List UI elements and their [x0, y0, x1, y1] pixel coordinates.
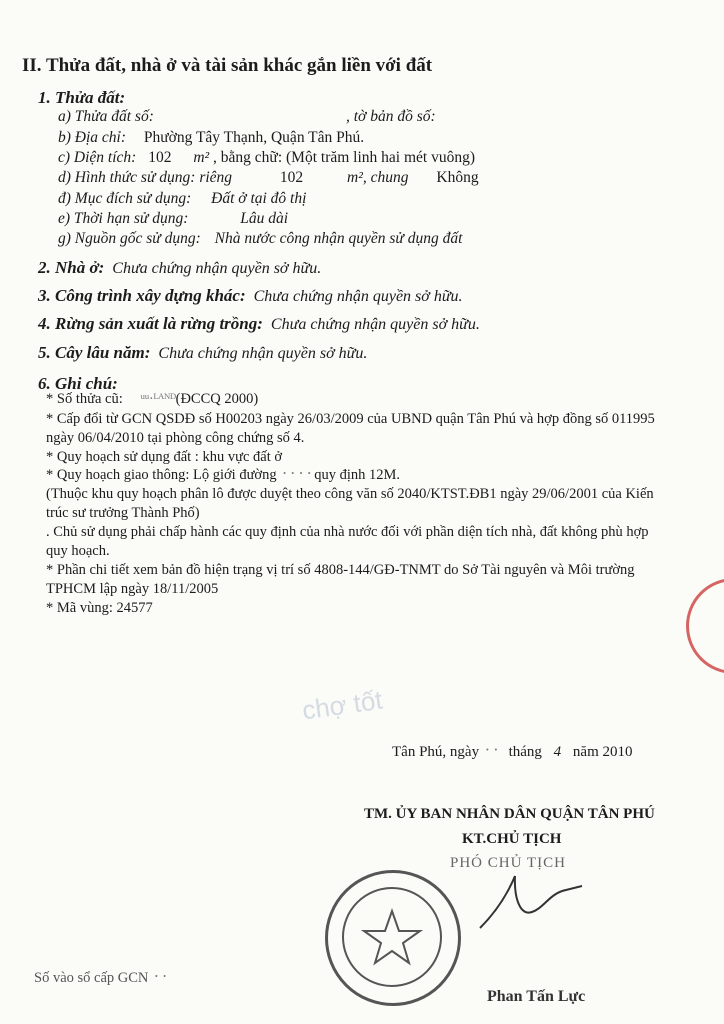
- note-old-parcel-label: * Số thửa cũ:: [46, 391, 123, 407]
- house-heading: 2. Nhà ở:: [38, 258, 105, 277]
- note-traffic-planning: [46, 467, 400, 484]
- red-stamp: [686, 578, 724, 674]
- official-seal-inner: [342, 887, 442, 987]
- register-redacted: ᛫᛫: [152, 970, 169, 986]
- common-value: Không: [436, 169, 479, 186]
- private-area-value: 102: [279, 169, 304, 186]
- year-label: năm: [572, 744, 599, 760]
- construction-row: [38, 286, 463, 306]
- land-number-label: a) Thửa đất số:: [58, 108, 154, 125]
- note-land-planning: * Quy hoạch sử dụng đất : khu vực đất ở: [46, 449, 283, 465]
- land-heading: 1. Thửa đất:: [38, 88, 126, 107]
- address-value: Phường Tây Thạnh, Quận Tân Phú.: [143, 129, 365, 146]
- origin-value: Nhà nước công nhận quyền sử dụng đất: [214, 230, 463, 247]
- note-old-parcel-redacted: ᵘᵘ·ᴸᴬᴺᴰ: [140, 391, 176, 407]
- note-subdivision-line2: trúc sư trưởng Thành Phố): [46, 505, 200, 521]
- area-label: c) Diện tích:: [58, 149, 137, 166]
- construction-text: Chưa chứng nhận quyền sở hữu.: [253, 288, 463, 305]
- register-label: Số vào sổ cấp GCN: [34, 970, 149, 986]
- purpose-value: Đất ở tại đô thị: [211, 190, 307, 207]
- usage-form-row: [58, 169, 479, 187]
- common-label: m², chung: [347, 169, 409, 186]
- signer-name: Phan Tấn Lực: [487, 988, 586, 1005]
- note-subdivision-line1: (Thuộc khu quy hoạch phân lô được duyệt theo công văn số 2040/KTST.ĐB1 ngày 29/06/2001 của Kiến: [46, 486, 654, 502]
- note-map-line2: TPHCM lập ngày 18/11/2005: [46, 581, 219, 597]
- note-traffic-text: * Quy hoạch giao thông: Lộ giới đường: [46, 467, 277, 483]
- house-text: Chưa chứng nhận quyền sở hữu.: [112, 260, 322, 277]
- origin-row: [58, 230, 462, 248]
- place-date-row: [392, 744, 632, 761]
- area-unit: m²: [193, 149, 210, 166]
- org-title: TM. ỦY BAN NHÂN DÂN QUẬN TÂN PHÚ: [364, 806, 655, 822]
- place-date-label: Tân Phú, ngày: [392, 744, 480, 760]
- address-row: [58, 129, 364, 147]
- term-row: [58, 210, 288, 228]
- area-row: [58, 149, 475, 167]
- forest-text: Chưa chứng nhận quyền sở hữu.: [270, 316, 480, 333]
- forest-row: [38, 314, 480, 334]
- note-region-code: * Mã vùng: 24577: [46, 600, 153, 616]
- trees-row: [38, 343, 367, 363]
- note-traffic-tail: quy định 12M.: [314, 467, 401, 483]
- handwritten-signature: [470, 868, 590, 938]
- note-traffic-redacted: ᛫᛫᛫᛫: [280, 467, 314, 483]
- year-value: 2010: [602, 744, 633, 760]
- trees-text: Chưa chứng nhận quyền sở hữu.: [158, 345, 368, 362]
- notes-heading: 6. Ghi chú:: [38, 374, 118, 393]
- map-sheet-label: , tờ bản đồ số:: [346, 108, 436, 125]
- usage-form-label: d) Hình thức sử dụng: riêng: [58, 169, 233, 186]
- term-value: Lâu dài: [240, 210, 289, 227]
- house-row: [38, 258, 321, 278]
- note-compliance-line2: quy hoạch.: [46, 543, 110, 559]
- official-seal: [325, 870, 461, 1006]
- role-kt-chairman: KT.CHỦ TỊCH: [462, 831, 562, 847]
- note-map-line1: * Phần chi tiết xem bản đồ hiện trạng vị trí số 4808-144/GĐ-TNMT do Sở Tài nguyên và Môi trường: [46, 562, 635, 578]
- area-value: 102: [148, 149, 172, 166]
- watermark-text: chợ tốt: [300, 684, 385, 726]
- forest-heading: 4. Rừng sản xuất là rừng trồng:: [38, 314, 263, 333]
- note-compliance-line1: . Chủ sử dụng phải chấp hành các quy định của nhà nước đối với phần diện tích nhà, đất không phù hợp: [46, 524, 649, 540]
- note-old-parcel-value: (ĐCCQ 2000): [175, 391, 259, 407]
- map-sheet-row: [346, 108, 436, 126]
- section-title: II. Thửa đất, nhà ở và tài sản khác gắn liền với đất: [22, 55, 433, 76]
- emblem-star-icon: [344, 889, 440, 985]
- role-vice-chairman: PHÓ CHỦ TỊCH: [450, 855, 566, 871]
- construction-heading: 3. Công trình xây dựng khác:: [38, 286, 246, 305]
- note-old-parcel: [46, 391, 258, 408]
- area-in-words: , bằng chữ: (Một trăm linh hai mét vuông): [213, 149, 475, 166]
- origin-label: g) Nguồn gốc sử dụng:: [58, 230, 201, 247]
- land-number-row: [58, 108, 154, 126]
- register-number-row: [34, 970, 172, 987]
- purpose-row: [58, 190, 306, 208]
- trees-heading: 5. Cây lâu năm:: [38, 343, 151, 362]
- purpose-label: đ) Mục đích sử dụng:: [58, 190, 192, 207]
- month-value: 4: [553, 744, 562, 760]
- day-redacted: ᛫᛫: [482, 744, 500, 760]
- address-label: b) Địa chỉ:: [58, 129, 127, 146]
- note-reissue-line1: * Cấp đổi từ GCN QSDĐ số H00203 ngày 26/03/2009 của UBND quận Tân Phú và hợp đồng số 011995: [46, 411, 655, 427]
- month-label: tháng: [508, 744, 542, 760]
- term-label: e) Thời hạn sử dụng:: [58, 210, 189, 227]
- note-reissue-line2: ngày 06/04/2010 tại phòng công chứng số 4.: [46, 430, 305, 446]
